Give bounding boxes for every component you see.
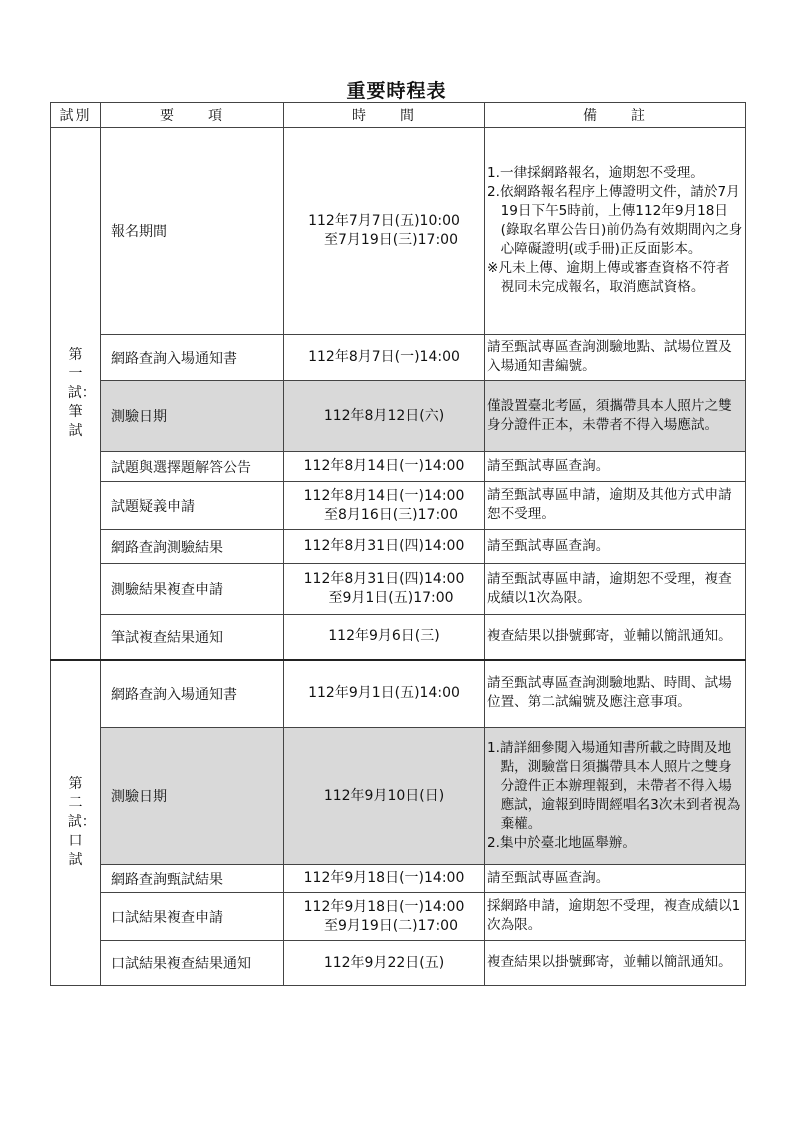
header-item: 要 項 [101,103,284,128]
header-period: 試別 [51,103,101,128]
item-cell: 網路查詢測驗結果 [101,530,284,564]
schedule-body [51,128,746,986]
note-text: 1.一律採網路報名，逾期恕不受理。 [487,165,704,181]
notes-cell [485,452,746,482]
time-start: 112年9月1日(五)14:00 [308,685,460,702]
time-start: 112年9月18日(一)14:00 [303,898,465,915]
section-label-cell [51,128,101,660]
table-row [51,941,746,986]
notes-cell [485,865,746,893]
note-text: 採網路申請，逾期恕不受理，複查成績以1次為限。 [487,898,741,933]
notes-cell [485,381,746,452]
note-text: 請至甄試專區查詢。 [487,869,610,886]
notes-cell [485,128,746,335]
note-text: 2.依網路報名程序上傳證明文件，請於7月19日下午5時前，上傳112年9月18日(錄取名單公告日)前仍為有效期間內之身心障礙證明(或手冊)正反面影本。 [487,184,743,257]
item-cell: 報名期間 [101,128,284,335]
time-start: 112年8月14日(一)14:00 [303,458,465,474]
time-cell [284,615,485,660]
item-cell: 測驗日期 [101,728,284,865]
time-start: 112年8月14日(一)14:00 [303,487,465,504]
time-start: 112年9月10日(日) [323,787,445,804]
table-row [51,335,746,381]
time-cell [284,660,485,728]
table-row [51,452,746,482]
time-start: 112年8月7日(一)14:00 [308,349,460,365]
time-start: 112年8月12日(六) [323,407,445,424]
note-text: 請至甄試專區查詢。 [487,457,610,474]
table-row [51,381,746,452]
header-notes: 備 註 [485,103,746,128]
time-cell [284,452,485,482]
note-text: 僅設置臺北考區，須攜帶具本人照片之雙身分證件正本，未帶者不得入場應試。 [487,397,732,433]
time-start: 112年8月31日(四)14:00 [303,538,465,554]
time-cell [284,893,485,941]
notes-cell [485,660,746,728]
note-text: 請至甄試專區查詢測驗地點、試場位置及入場通知書編號。 [487,339,732,374]
time-end: 至8月16日(三)17:00 [324,506,458,523]
item-cell: 網路查詢入場通知書 [101,335,284,381]
note-text: 2.集中於臺北地區舉辦。 [487,834,636,851]
item-cell: 網路查詢甄試結果 [101,865,284,893]
section-label: 第二試：口試 [67,776,96,869]
time-cell [284,335,485,381]
notes-cell [485,941,746,986]
table-row [51,482,746,530]
time-start: 112年7月7日(五)10:00 [308,213,460,229]
time-cell [284,941,485,986]
table-row [51,530,746,564]
time-end: 至9月19日(二)17:00 [324,917,458,934]
time-cell [284,530,485,564]
time-cell [284,865,485,893]
time-cell [284,128,485,335]
notes-cell [485,615,746,660]
notes-cell [485,893,746,941]
table-row [51,128,746,335]
notes-cell [485,335,746,381]
header-row [51,103,746,128]
notes-cell [485,530,746,564]
note-text: 請至甄試專區申請，逾期及其他方式申請恕不受理。 [487,487,732,522]
time-end: 至7月19日(三)17:00 [324,232,458,248]
table-row [51,615,746,660]
item-cell: 口試結果複查結果通知 [101,941,284,986]
notes-cell [485,728,746,865]
table-row [51,564,746,615]
note-text: 複查結果以掛號郵寄，並輔以簡訊通知。 [487,627,732,644]
table-row [51,660,746,728]
section-label: 第一試：筆試 [67,346,96,439]
item-cell: 試題疑義申請 [101,482,284,530]
time-cell [284,482,485,530]
time-start: 112年9月22日(五) [323,954,445,971]
section-label-cell [51,660,101,986]
page-title: 重要時程表 [346,80,447,102]
note-text: 請至甄試專區申請，逾期恕不受理，複查成績以1次為限。 [487,570,732,606]
item-cell: 筆試複查結果通知 [101,615,284,660]
note-text: 複查結果以掛號郵寄，並輔以簡訊通知。 [487,954,732,970]
time-start: 112年8月31日(四)14:00 [303,571,465,587]
note-text: 請至甄試專區查詢。 [487,537,610,554]
item-cell: 口試結果複查申請 [101,893,284,941]
note-text: 1.請詳細參閱入場通知書所載之時間及地點，測驗當日須攜帶具本人照片之雙身分證件正本辦理報到，未帶者不得入場應試，逾報到時間經唱名3次未到者視為棄權。 [487,739,741,832]
note-text: 請至甄試專區查詢測驗地點、時間、試場位置、第二試編號及應注意事項。 [487,675,732,711]
item-cell: 測驗結果複查申請 [101,564,284,615]
time-start: 112年9月18日(一)14:00 [303,870,465,886]
schedule-table [50,102,746,986]
item-cell: 測驗日期 [101,381,284,452]
time-cell [284,564,485,615]
header-time: 時 間 [284,103,485,128]
notes-cell [485,564,746,615]
time-end: 至9月1日(五)17:00 [328,590,454,606]
table-row [51,865,746,893]
note-text: ※凡未上傳、逾期上傳或審查資格不符者視同未完成報名，取消應試資格。 [487,260,730,295]
time-cell [284,381,485,452]
item-cell: 試題與選擇題解答公告 [101,452,284,482]
time-cell [284,728,485,865]
item-cell: 網路查詢入場通知書 [101,660,284,728]
table-row [51,728,746,865]
notes-cell [485,482,746,530]
time-start: 112年9月6日(三) [328,628,440,645]
table-row [51,893,746,941]
